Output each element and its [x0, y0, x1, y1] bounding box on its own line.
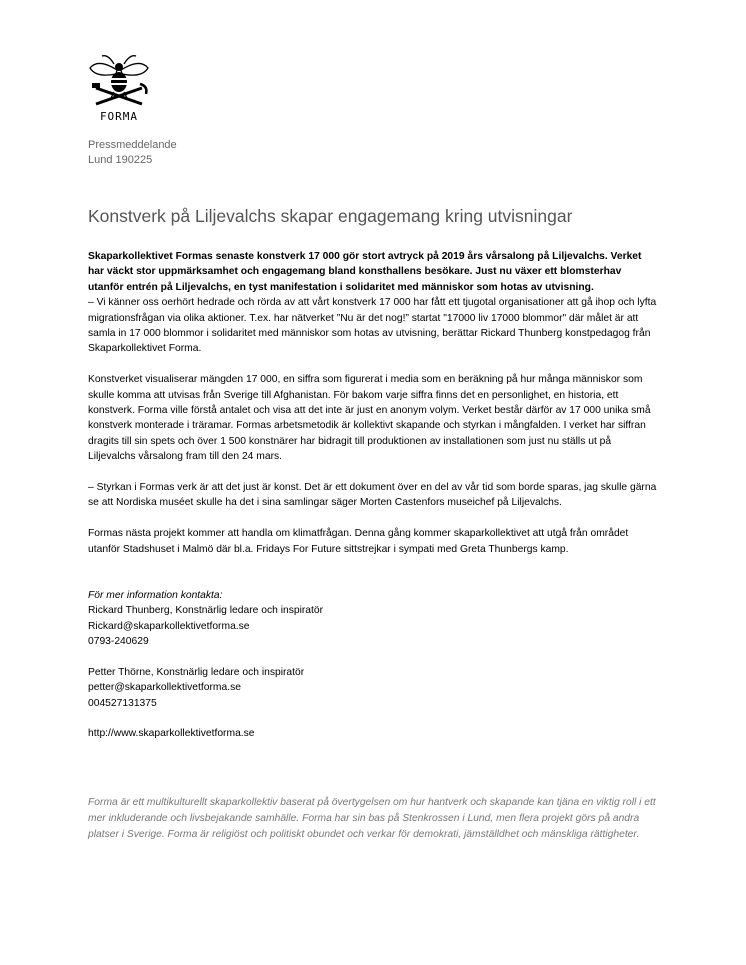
about-footer: Forma är ett multikulturellt skaparkollektiv baserat på övertygelsen om hur hantverk och skapande kan tjäna en viktig roll i ett mer inkluderande och livsbejakande samhälle. Forma har sin bas på Stenkrossen i Lund, men flera projekt görs på andra platser i Sverige. Forma är religiöst och politiskt obundet och verkar för demokrati, jämställdhet och mänskliga rättigheter. [88, 797, 656, 840]
paragraph-quote-castenfors: – Styrkan i Formas verk är att det just är konst. Det är ett dokument över en del av vår tid som borde sparas, jag skulle gärna se att Nordiska muséet skulle ha det i sina samlingar säger Morten Castenfors museichef på Liljevalchs. [88, 482, 657, 509]
website-link[interactable]: http://www.skaparkollektivetforma.se [88, 728, 255, 740]
place-date: Lund 190225 [88, 154, 153, 166]
contact-section [88, 588, 658, 742]
paragraph-artwork: Konstverket visualiserar mängden 17 000, en siffra som figurerat i media som en beräkning på hur många människor som skulle komma att utvisas från Sverige till Afghanistan. För bakom varje siffra finns det en personlighet, en historia, ett konstverk. Forma ville förstå antalet och visa att det inte är just en anonym volym. Verket består därför av 17 000 unika små konstverk monterade i träramar. Formas arbetsmetodik är kollektivt skapande och styrkan i mångfalden. I verket har siffran dragits till sin spets och över 1 500 konstnärer har bidragit till produktionen av installationen som just nu ställs ut på Liljevalchs vårsalong fram till den 24 mars. [88, 374, 651, 463]
article-body [88, 249, 658, 742]
contact-label: För mer information kontakta: [88, 589, 223, 601]
paragraph-quote-thunberg: – Vi känner oss oerhört hedrade och rörda av att vårt konstverk 17 000 har fått ett tjugotal organisationer att gå ihop och lyfta migrationsfrågan via olika aktioner. T.ex. har nätverket ”Nu är det nog!” startat "17000 liv 17000 blommor" där målet är att samla in 17 000 blommor i solidaritet med människor som hotas av utvisning, berättar Rickard Thunberg konstpedagog från Skaparkollektivet Forma. [88, 297, 657, 355]
contact-email-link[interactable]: petter@skaparkollektivetforma.se [88, 682, 241, 694]
lead-paragraph: Skaparkollektivet Formas senaste konstverk 17 000 gör stort avtryck på 2019 års vårsalong på Liljevalchs. Verket har väckt stor uppmärksamhet och engagemang bland konsthallens besökare. Just nu växer ett blomsterhav utanför entrén på Liljevalchs, en tyst manifestation i solidaritet med människor som hotas av utvisning. [88, 251, 642, 293]
contact-phone: 0793-240629 [88, 636, 149, 648]
page-title: Konstverk på Liljevalchs skapar engagemang kring utvisningar [88, 206, 573, 226]
contact-name: Petter Thörne, Konstnärlig ledare och inspiratör [88, 666, 305, 678]
logo-wordmark: FORMA [99, 110, 139, 123]
contact-email-link[interactable]: Rickard@skaparkollektivetforma.se [88, 620, 250, 632]
paragraph-next-project: Formas nästa projekt kommer att handla om klimatfrågan. Denna gång kommer skaparkollektivet att utgå från området utanför Stadshuset i Malmö där bl.a. Fridays For Future sittstrejkar i sympati med Greta Thunbergs kamp. [88, 528, 629, 555]
contact-name: Rickard Thunberg, Konstnärlig ledare och inspiratör [88, 605, 324, 617]
bee-hammer-icon [84, 52, 154, 110]
contact-phone: 004527131375 [88, 697, 157, 709]
document-type: Pressmeddelande [88, 139, 177, 151]
document-meta [88, 138, 177, 168]
forma-logo [84, 52, 154, 132]
